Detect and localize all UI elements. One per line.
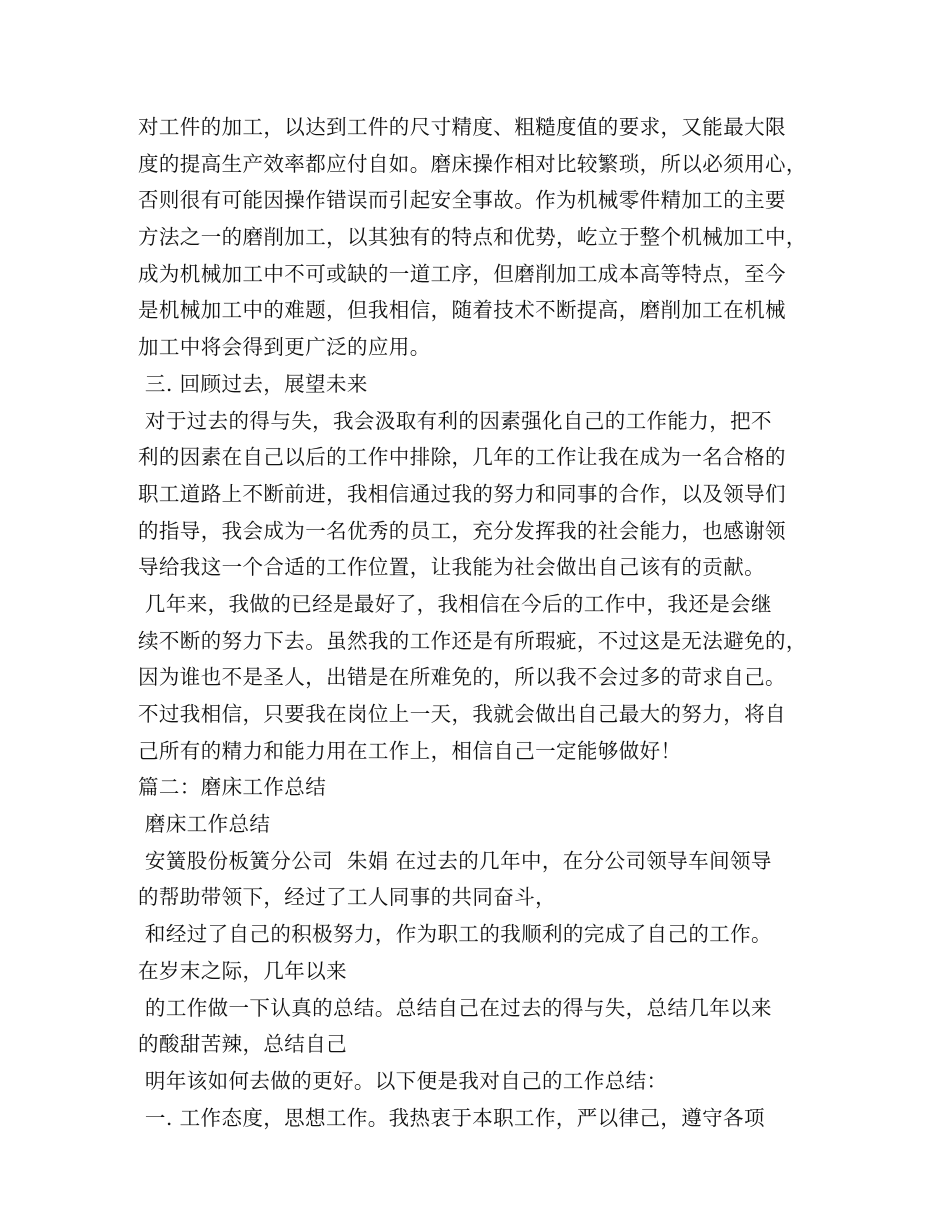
text-line: 导给我这一个合适的工作位置，让我能为社会做出自己该有的贡献。 bbox=[138, 555, 765, 580]
text-line: 是机械加工中的难题，但我相信，随着技术不断提高，磨削加工在机械 bbox=[138, 298, 786, 323]
text-line: 三. 回顾过去，展望未来 bbox=[138, 371, 368, 396]
text-line: 明年该如何去做的更好。以下便是我对自己的工作总结： bbox=[138, 1068, 668, 1093]
text-line: 职工道路上不断前进，我相信通过我的努力和同事的合作，以及领导们 bbox=[138, 481, 786, 506]
text-line: 的工作做一下认真的总结。总结自己在过去的得与失，总结几年以来 bbox=[138, 995, 772, 1020]
text-line: 在岁末之际，几年以来 bbox=[138, 958, 347, 983]
text-line: 的帮助带领下，经过了工人同事的共同奋斗， bbox=[138, 885, 556, 910]
text-line: 的酸甜苦辣，总结自己 bbox=[138, 1032, 347, 1057]
text-line: 不过我相信，只要我在岗位上一天，我就会做出自己最大的努力，将自 bbox=[138, 702, 786, 726]
text-line: 和经过了自己的积极努力，作为职工的我顺利的完成了自己的工作。 bbox=[138, 922, 772, 947]
text-line: 方法之一的磨削加工，以其独有的特点和优势，屹立于整个机械加工中， bbox=[138, 225, 807, 250]
text-line: 安簧股份板簧分公司 朱娟 在过去的几年中，在分公司领导车间领导 bbox=[138, 848, 772, 873]
text-line: 加工中将会得到更广泛的应用。 bbox=[138, 335, 431, 360]
document-body bbox=[138, 109, 828, 1136]
text-line: 度的提高生产效率都应付自如。磨床操作相对比较繁琐，所以必须用心， bbox=[138, 151, 807, 176]
text-line: 利的因素在自己以后的工作中排除，几年的工作让我在成为一名合格的 bbox=[138, 445, 786, 470]
text-line: 一. 工作态度，思想工作。我热衷于本职工作，严以律己，遵守各项 bbox=[138, 1105, 765, 1130]
text-line: 对于过去的得与失，我会汲取有利的因素强化自己的工作能力，把不 bbox=[138, 408, 772, 433]
text-line: 的指导，我会成为一名优秀的员工，充分发挥我的社会能力，也感谢领 bbox=[138, 518, 786, 543]
text-line: 对工件的加工，以达到工件的尺寸精度、粗糙度值的要求，又能最大限 bbox=[138, 115, 786, 139]
text-line: 因为谁也不是圣人，出错是在所难免的，所以我不会过多的苛求自己。 bbox=[138, 665, 786, 690]
text-line: 己所有的精力和能力用在工作上，相信自己一定能够做好！ bbox=[138, 738, 682, 763]
text-line: 否则很有可能因操作错误而引起安全事故。作为机械零件精加工的主要 bbox=[138, 188, 786, 213]
text-line: 磨床工作总结 bbox=[138, 812, 271, 837]
text-line: 成为机械加工中不可或缺的一道工序，但磨削加工成本高等特点，至今 bbox=[138, 261, 786, 286]
text-line: 几年来，我做的已经是最好了，我相信在今后的工作中，我还是会继 bbox=[138, 591, 772, 616]
text-line: 篇二：磨床工作总结 bbox=[138, 775, 327, 800]
text-line: 续不断的努力下去。虽然我的工作还是有所瑕疵，不过这是无法避免的， bbox=[138, 628, 807, 653]
